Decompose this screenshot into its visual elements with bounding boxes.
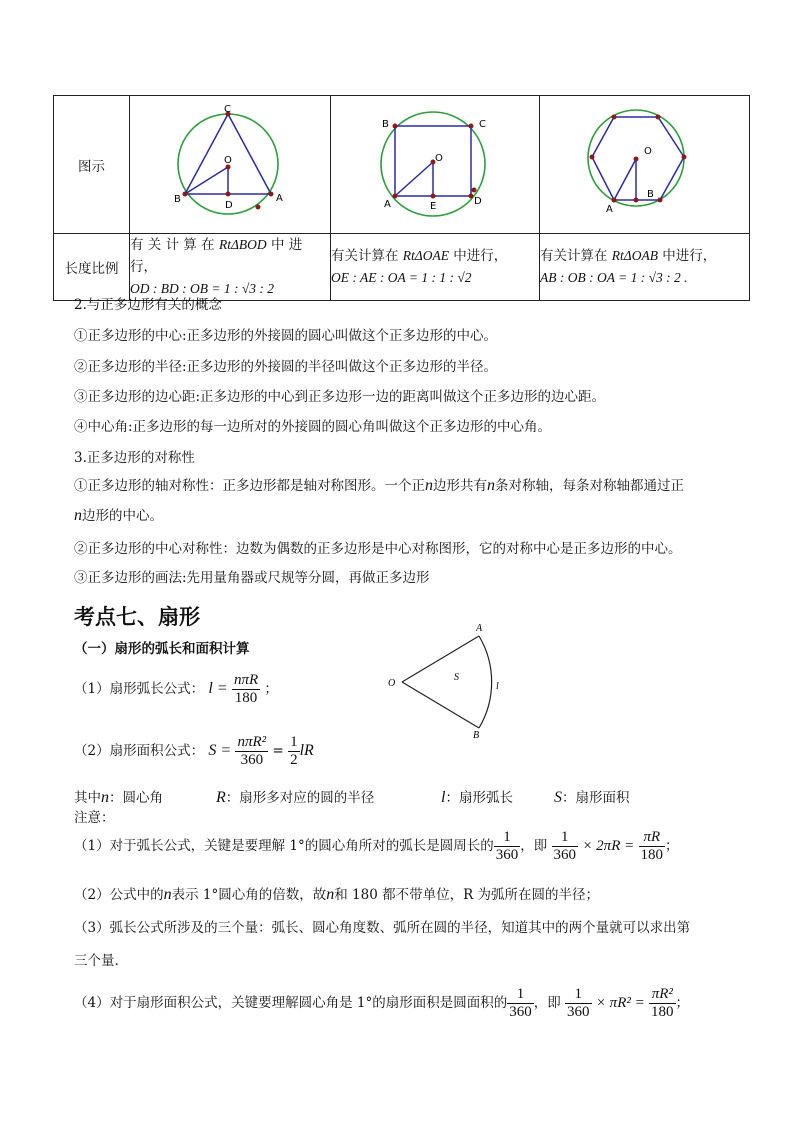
ratio-triangle: 有 关 计 算 在 RtΔBOD 中 进 行， OD : BD : OB = 1 : √3 : 2 <box>130 234 331 301</box>
sector-diagram <box>380 620 520 745</box>
figure-square <box>331 96 540 234</box>
label-B: B <box>382 119 389 130</box>
figure-triangle <box>130 96 331 234</box>
variable-S: S：扇形面积 <box>554 789 630 806</box>
label-E: E <box>430 201 437 212</box>
label-A: A <box>276 193 283 204</box>
concept-radius: ②正多边形的半径:正多边形的外接圆的半径叫做这个正多边形的半径。 <box>74 359 498 375</box>
section2-title: 2.与正多边形有关的概念 <box>74 297 222 313</box>
concept-central-angle: ④中心角:正多边形的每一边所对的外接圆的圆心角叫做这个正多边形的中心角。 <box>74 419 552 435</box>
variable-R: R：扇形多对应的圆的半径 <box>216 789 375 806</box>
concept-center: ①正多边形的中心:正多边形的外接圆的圆心叫做这个正多边形的中心。 <box>74 328 498 344</box>
note-three-quantities: （3）弧长公式所涉及的三个量：弧长、圆心角度数、弧所在圆的半径，知道其中的两个量就可以求出第 <box>74 920 691 936</box>
label-O: O <box>435 153 443 164</box>
note-sector-area: （4）对于扇形面积公式，关键要理解圆心角是 1°的扇形面积是圆面积的 $\frac{1}{360}$ ，即 $\frac{1}{360}$ × πR² = $\frac{\text{πR²}}{180}$ ； <box>74 986 690 1020</box>
note-three-quantities-cont: 三个量. <box>74 953 119 969</box>
heading-sector: 考点七、扇形 <box>74 605 200 629</box>
sector-label-O: O <box>388 678 396 689</box>
label-O: O <box>224 155 232 166</box>
subheading-sector-calc: （一）扇形的弧长和面积计算 <box>74 641 250 657</box>
figure-hexagon <box>540 96 750 234</box>
label-C: C <box>224 104 231 115</box>
square-diagram <box>331 96 539 229</box>
variable-l: l：扇形弧长 <box>441 789 513 806</box>
sector-label-S: S <box>454 672 459 683</box>
sector-label-A: A <box>476 623 483 634</box>
label-O: O <box>644 146 652 157</box>
label-A: A <box>606 204 613 215</box>
ratio-hexagon: 有关计算在 RtΔOAB 中进行， AB : OB : OA = 1 : √3 : 2 . <box>540 234 750 301</box>
regular-polygon-table <box>53 95 750 301</box>
central-symmetry: ②正多边形的中心对称性：边数为偶数的正多边形是中心对称图形，它的对称中心是正多边形的中心。 <box>74 541 682 557</box>
label-D: D <box>225 200 233 211</box>
triangle-diagram <box>130 96 330 229</box>
label-B: B <box>647 189 654 200</box>
sector-label-l: l <box>496 681 499 692</box>
note-units: （2）公式中的n表示 1°圆心角的倍数，故n和 180 都不带单位，R 为弧所在圆的半径； <box>74 886 600 903</box>
label-A: A <box>384 199 391 210</box>
sector-label-B: B <box>473 730 480 741</box>
row-label-ratio: 长度比例 <box>54 234 130 301</box>
hexagon-diagram <box>540 96 749 229</box>
row-label-figure: 图示 <box>54 96 130 234</box>
area-formula: （2）扇形面积公式： S = $\frac{\text{nπR²}}{360}$ = $\frac{1}{2}$ lR <box>74 734 314 768</box>
concept-apothem: ③正多边形的边心距:正多边形的中心到正多边形一边的距离叫做这个正多边形的边心距。 <box>74 389 606 405</box>
drawing-method: ③正多边形的画法:先用量角器或尺规等分圆，再做正多边形 <box>74 570 430 586</box>
arc-length-formula: （1）扇形弧长公式： l = $\frac{\text{nπR}}{180}$ ； <box>74 672 278 706</box>
label-C: C <box>479 119 486 130</box>
axial-symmetry-cont: n边形的中心。 <box>74 507 163 524</box>
notes-title: 注意： <box>74 810 115 826</box>
label-B: B <box>174 194 181 205</box>
axial-symmetry: ①正多边形的轴对称性：正多边形都是轴对称图形。一个正n边形共有n条对称轴，每条对称轴都通过正 <box>74 477 684 494</box>
label-D: D <box>474 196 482 207</box>
note-arc-length: （1）对于弧长公式，关键是要理解 1°的圆心角所对的弧长是圆周长的 $\frac{1}{360}$ ，即 $\frac{1}{360}$ × 2πR = $\frac{\pi R}{180}$ ； <box>74 829 679 863</box>
section3-title: 3.正多边形的对称性 <box>74 450 195 466</box>
variable-n: 其中n：圆心角 <box>74 789 163 806</box>
ratio-square: 有关计算在 RtΔOAE 中进行， OE : AE : OA = 1 : 1 : √2 <box>331 234 540 301</box>
